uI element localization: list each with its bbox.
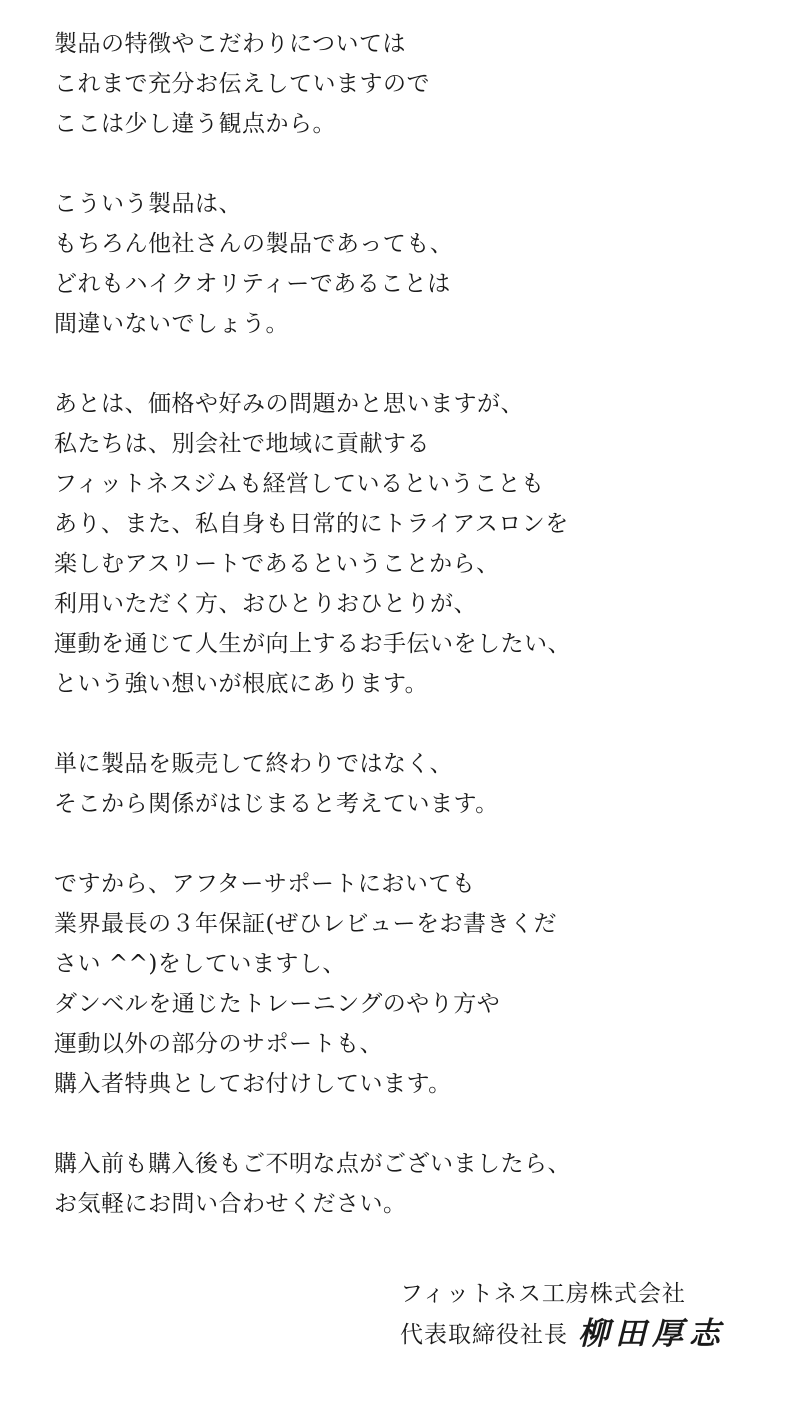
paragraph-intro — [54, 24, 754, 144]
text-line: 製品の特徴やこだわりについては — [54, 31, 407, 57]
text-line: 業界最長の３年保証(ぜひレビューをお書きくだ — [54, 911, 557, 937]
text-line: 購入前も購入後もご不明な点がございましたら、 — [54, 1151, 571, 1177]
message-body — [54, 24, 754, 1264]
text-line: こういう製品は、 — [54, 191, 242, 217]
text-line: あり、また、私自身も日常的にトライアスロンを — [54, 511, 569, 537]
paragraph-mission — [54, 384, 754, 704]
text-line: 運動以外の部分のサポートも、 — [54, 1031, 383, 1057]
text-line: 購入者特典としてお付けしています。 — [54, 1071, 452, 1097]
text-line: もちろん他社さんの製品であっても、 — [54, 231, 454, 257]
text-line: という強い想いが根底にあります。 — [54, 671, 429, 697]
text-line: 利用いただく方、おひとりおひとりが、 — [54, 591, 477, 617]
text-line: そこから関係がはじまると考えています。 — [54, 791, 499, 817]
text-line: 私たちは、別会社で地域に貢献する — [54, 431, 430, 457]
company-name: フィットネス工房株式会社 — [400, 1281, 686, 1307]
signature-block — [400, 1274, 760, 1354]
text-line: どれもハイクオリティーであることは — [54, 271, 451, 297]
text-line: さい ^^)をしていますし、 — [54, 951, 346, 977]
signer-line — [400, 1314, 760, 1354]
text-line: 運動を通じて人生が向上するお手伝いをしたい、 — [54, 631, 571, 657]
paragraph-support — [54, 864, 754, 1104]
paragraph-relationship — [54, 744, 754, 824]
text-line: お気軽にお問い合わせください。 — [54, 1191, 407, 1217]
text-line: これまで充分お伝えしていますので — [54, 71, 430, 97]
text-line: 間違いないでしょう。 — [54, 311, 289, 337]
text-line: ダンベルを通じたトレーニングのやり方や — [54, 991, 501, 1017]
text-line: 楽しむアスリートであるということから、 — [54, 551, 500, 577]
text-line: ここは少し違う観点から。 — [54, 111, 336, 137]
text-line: フィットネスジムも経営しているということも — [54, 471, 545, 497]
signer-title: 代表取締役社長 — [400, 1322, 568, 1348]
paragraph-quality — [54, 184, 754, 344]
paragraph-contact — [54, 1144, 754, 1224]
signer-name: 柳田厚志 — [578, 1316, 726, 1352]
text-line: あとは、価格や好みの問題かと思いますが、 — [54, 391, 524, 417]
text-line: ですから、アフターサポートにおいても — [54, 871, 476, 897]
text-line: 単に製品を販売して終わりではなく、 — [54, 751, 454, 777]
